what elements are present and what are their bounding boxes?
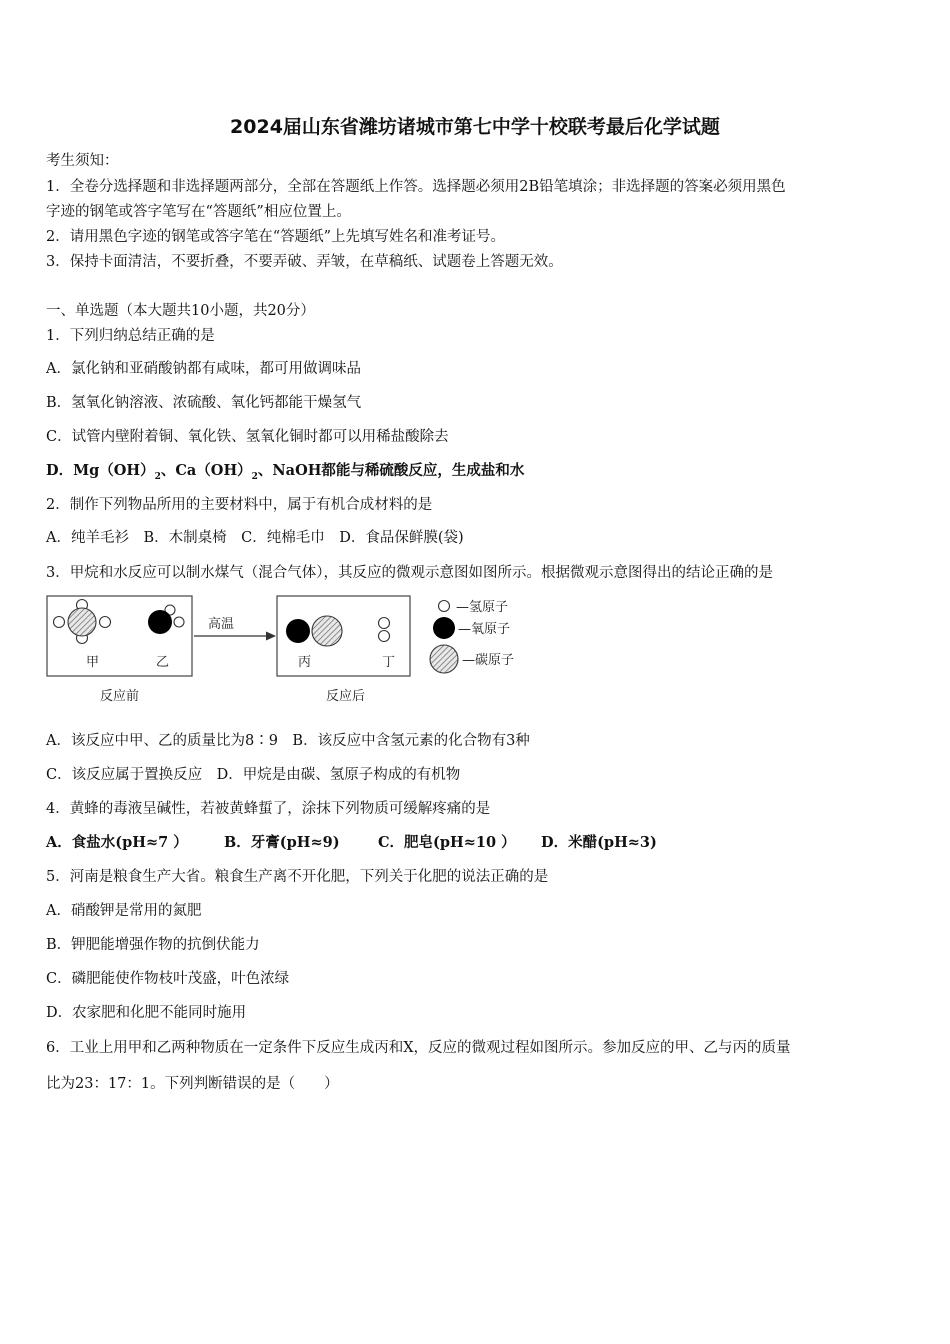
carbon-atom-legend-icon — [430, 645, 458, 673]
hydrogen-atom-legend-icon — [439, 601, 450, 612]
diagram-legend — [430, 600, 514, 673]
carbon-atom — [312, 616, 342, 646]
question-1-option-d-prefix: D．Mg（OH） — [46, 462, 155, 479]
label-yi: 乙 — [156, 655, 170, 670]
reaction-arrow — [194, 632, 276, 641]
label-after: 反应后 — [326, 689, 366, 704]
legend-oxygen: —氧原子 — [458, 622, 511, 637]
hydrogen-atom — [379, 618, 390, 629]
question-6-stem-line-2: 比为23：17：1。下列判断错误的是（ ） — [46, 1076, 339, 1092]
question-1-option-d-mid: 、Ca（OH） — [160, 462, 252, 479]
hydrogen-molecule — [379, 618, 390, 642]
question-1-option-d-suffix: 、NaOH都能与稀硫酸反应，生成盐和水 — [257, 462, 525, 479]
section-heading: 一、单选题（本大题共10小题，共20分） — [46, 303, 315, 319]
hydrogen-atom — [174, 617, 184, 627]
question-4-option-a: A．食盐水(pH≈7 ） — [46, 834, 188, 851]
legend-hydrogen: —氢原子 — [456, 600, 509, 615]
carbon-monoxide-molecule — [286, 616, 342, 646]
question-3-options-ab: A．该反应中甲、乙的质量比为8∶9 B．该反应中含氢元素的化合物有3种 — [46, 733, 530, 749]
question-6-stem-line-1: 6．工业上用甲和乙两种物质在一定条件下反应生成丙和X，反应的微观过程如图所示。参加反应的甲、乙与丙的质量 — [46, 1040, 791, 1056]
question-2-stem: 2．制作下列物品所用的主要材料中，属于有机合成材料的是 — [46, 497, 433, 513]
label-jia: 甲 — [86, 655, 100, 670]
question-5-option-b: B．钾肥能增强作物的抗倒伏能力 — [46, 937, 260, 953]
question-1-option-c: C．试管内壁附着铜、氧化铁、氢氧化铜时都可以用稀盐酸除去 — [46, 429, 449, 445]
question-4-stem: 4．黄蜂的毒液呈碱性，若被黄蜂蜇了，涂抹下列物质可缓解疼痛的是 — [46, 801, 491, 817]
hydrogen-atom — [379, 631, 390, 642]
notice-item-1-line-2: 字迹的钢笔或答字笔写在“答题纸”相应位置上。 — [46, 204, 351, 220]
question-5-stem: 5．河南是粮食生产大省。粮食生产离不开化肥，下列关于化肥的说法正确的是 — [46, 869, 549, 885]
label-ding: 丁 — [382, 655, 396, 670]
hydrogen-atom — [100, 617, 111, 628]
notice-heading: 考生须知： — [46, 153, 119, 169]
water-molecule — [148, 605, 184, 634]
legend-carbon: —碳原子 — [462, 653, 515, 668]
arrow-label-high-temperature: 高温 — [208, 617, 235, 632]
notice-item-1-line-1: 1．全卷分选择题和非选择题两部分，全部在答题纸上作答。选择题必须用2B铅笔填涂；非选择题的答案必须用黑色 — [46, 179, 786, 195]
question-5-option-c: C．磷肥能使作物枝叶茂盛，叶色浓绿 — [46, 971, 290, 987]
question-3-options-cd: C．该反应属于置换反应 D．甲烷是由碳、氢原子构成的有机物 — [46, 767, 461, 783]
question-5-option-a: A．硝酸钾是常用的氮肥 — [46, 903, 202, 919]
question-4-option-d: D．米醋(pH≈3) — [541, 834, 657, 851]
methane-molecule — [54, 600, 111, 644]
question-5-option-d: D．农家肥和化肥不能同时施用 — [46, 1005, 247, 1021]
carbon-atom — [68, 608, 96, 636]
subscript-2: 2 — [154, 471, 161, 482]
question-3-stem: 3．甲烷和水反应可以制水煤气（混合气体），其反应的微观示意图如图所示。根据微观示意图得出的结论正确的是 — [46, 565, 773, 581]
oxygen-atom-legend-icon — [433, 617, 455, 639]
subscript-2: 2 — [251, 471, 258, 482]
question-4-options — [46, 833, 657, 853]
question-4-option-c: C．肥皂(pH≈10 ） — [378, 834, 516, 851]
label-bing: 丙 — [298, 655, 312, 670]
notice-item-3: 3．保持卡面清洁，不要折叠，不要弄破、弄皱，在草稿纸、试题卷上答题无效。 — [46, 254, 563, 270]
oxygen-atom — [286, 619, 310, 643]
question-1-option-a: A．氯化钠和亚硝酸钠都有咸味，都可用做调味品 — [46, 361, 361, 377]
question-4-option-b: B．牙膏(pH≈9) — [224, 834, 340, 851]
page-title: 2024届山东省潍坊诸城市第七中学十校联考最后化学试题 — [230, 116, 720, 138]
question-1-option-d — [46, 461, 524, 487]
hydrogen-atom — [54, 617, 65, 628]
oxygen-atom — [148, 610, 172, 634]
question-2-options: A．纯羊毛衫 B．木制桌椅 C．纯棉毛巾 D．食品保鲜膜(袋) — [46, 530, 464, 546]
question-1-stem: 1．下列归纳总结正确的是 — [46, 328, 215, 344]
reaction-diagram — [44, 592, 544, 710]
question-1-option-b: B．氢氧化钠溶液、浓硫酸、氧化钙都能干燥氢气 — [46, 395, 362, 411]
notice-item-2: 2．请用黑色字迹的钢笔或答字笔在“答题纸”上先填写姓名和准考证号。 — [46, 229, 506, 245]
label-before: 反应前 — [100, 689, 140, 704]
